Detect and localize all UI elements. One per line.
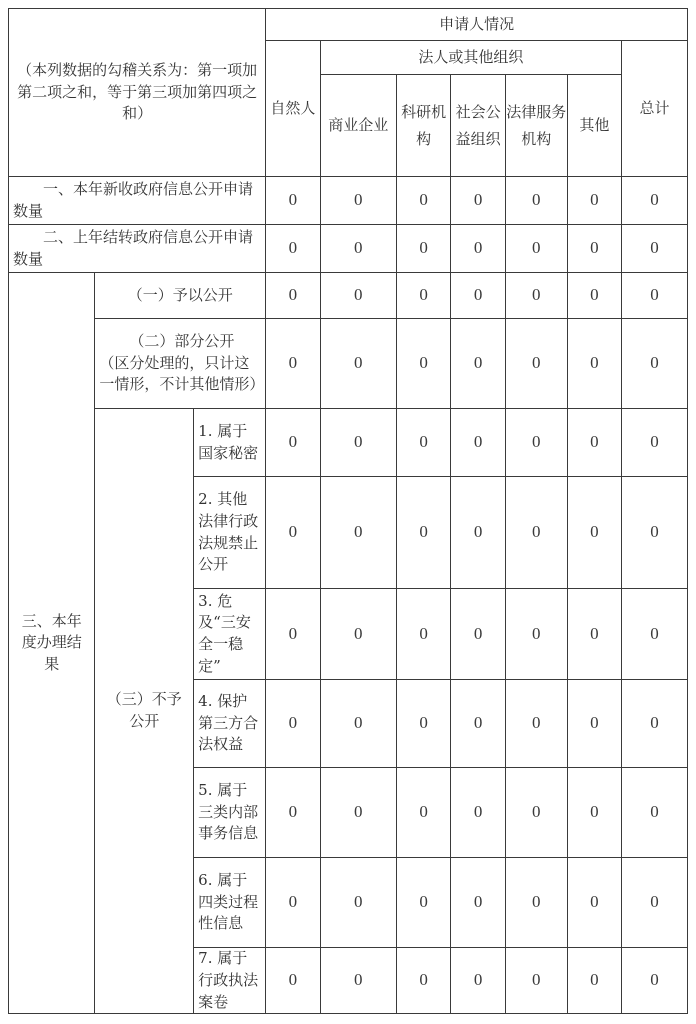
table-row: [9, 409, 688, 477]
row-label: 1. 属于国家秘密: [194, 409, 266, 477]
value-cell: 0: [320, 225, 396, 273]
value-cell: 0: [567, 680, 622, 768]
value-cell: 0: [266, 225, 321, 273]
table-row: [9, 225, 688, 273]
header-total: 总计: [622, 41, 688, 177]
row-label: 一、本年新收政府信息公开申请数量: [9, 177, 266, 225]
value-cell: 0: [567, 273, 622, 319]
table-row: [9, 319, 688, 409]
value-cell: 0: [622, 225, 688, 273]
header-col: 法律服务机构: [505, 75, 567, 177]
value-cell: 0: [266, 177, 321, 225]
value-cell: 0: [451, 948, 506, 1014]
value-cell: 0: [451, 273, 506, 319]
value-cell: 0: [505, 177, 567, 225]
value-cell: 0: [622, 858, 688, 948]
value-cell: 0: [622, 273, 688, 319]
value-cell: 0: [567, 225, 622, 273]
value-cell: 0: [567, 177, 622, 225]
row-label: 6. 属于四类过程性信息: [194, 858, 266, 948]
value-cell: 0: [622, 768, 688, 858]
header-col: 科研机构: [396, 75, 451, 177]
value-cell: 0: [567, 768, 622, 858]
value-cell: 0: [320, 319, 396, 409]
header-applicant-group: 申请人情况: [266, 9, 688, 41]
header-col: 社会公益组织: [451, 75, 506, 177]
value-cell: 0: [567, 319, 622, 409]
value-cell: 0: [451, 680, 506, 768]
value-cell: 0: [451, 225, 506, 273]
value-cell: 0: [266, 477, 321, 589]
value-cell: 0: [505, 948, 567, 1014]
value-cell: 0: [396, 273, 451, 319]
value-cell: 0: [451, 858, 506, 948]
section-label: 三、本年度办理结果: [9, 273, 95, 1014]
value-cell: 0: [622, 680, 688, 768]
table-row: [9, 177, 688, 225]
value-cell: 0: [396, 177, 451, 225]
value-cell: 0: [505, 680, 567, 768]
row-label: （二）部分公开（区分处理的，只计这一情形，不计其他情形）: [95, 319, 266, 409]
value-cell: 0: [505, 858, 567, 948]
value-cell: 0: [505, 477, 567, 589]
row-label: 5. 属于三类内部事务信息: [194, 768, 266, 858]
deny-label: （三）不予公开: [95, 409, 194, 1014]
value-cell: 0: [396, 768, 451, 858]
value-cell: 0: [622, 948, 688, 1014]
row-label: 7. 属于行政执法案卷: [194, 948, 266, 1014]
value-cell: 0: [622, 177, 688, 225]
row-label: 二、上年结转政府信息公开申请数量: [9, 225, 266, 273]
value-cell: 0: [396, 858, 451, 948]
value-cell: 0: [320, 948, 396, 1014]
value-cell: 0: [622, 589, 688, 680]
value-cell: 0: [266, 768, 321, 858]
value-cell: 0: [505, 768, 567, 858]
value-cell: 0: [320, 589, 396, 680]
value-cell: 0: [320, 768, 396, 858]
value-cell: 0: [320, 680, 396, 768]
value-cell: 0: [622, 319, 688, 409]
value-cell: 0: [266, 589, 321, 680]
value-cell: 0: [505, 409, 567, 477]
value-cell: 0: [567, 409, 622, 477]
value-cell: 0: [320, 273, 396, 319]
value-cell: 0: [320, 858, 396, 948]
value-cell: 0: [567, 589, 622, 680]
value-cell: 0: [622, 409, 688, 477]
row-label: （一）予以公开: [95, 273, 266, 319]
value-cell: 0: [451, 768, 506, 858]
value-cell: 0: [451, 409, 506, 477]
row-label: 4. 保护第三方合法权益: [194, 680, 266, 768]
value-cell: 0: [451, 589, 506, 680]
header-col: 商业企业: [320, 75, 396, 177]
value-cell: 0: [567, 477, 622, 589]
header-col: 其他: [567, 75, 622, 177]
table-row: [9, 273, 688, 319]
header-natural-person: 自然人: [266, 41, 321, 177]
value-cell: 0: [396, 589, 451, 680]
value-cell: 0: [266, 858, 321, 948]
value-cell: 0: [396, 319, 451, 409]
value-cell: 0: [396, 409, 451, 477]
value-cell: 0: [266, 319, 321, 409]
value-cell: 0: [320, 409, 396, 477]
value-cell: 0: [622, 477, 688, 589]
value-cell: 0: [451, 319, 506, 409]
row-label: 2. 其他法律行政法规禁止公开: [194, 477, 266, 589]
header-note: （本列数据的勾稽关系为：第一项加第二项之和，等于第三项加第四项之和）: [9, 9, 266, 177]
value-cell: 0: [505, 319, 567, 409]
value-cell: 0: [451, 477, 506, 589]
value-cell: 0: [396, 225, 451, 273]
row-label: 3. 危及“三安全一稳定”: [194, 589, 266, 680]
value-cell: 0: [567, 948, 622, 1014]
value-cell: 0: [505, 589, 567, 680]
value-cell: 0: [396, 948, 451, 1014]
value-cell: 0: [505, 225, 567, 273]
value-cell: 0: [266, 948, 321, 1014]
value-cell: 0: [266, 273, 321, 319]
value-cell: 0: [396, 680, 451, 768]
value-cell: 0: [567, 858, 622, 948]
value-cell: 0: [320, 477, 396, 589]
information-disclosure-table: [8, 8, 688, 1014]
value-cell: 0: [266, 409, 321, 477]
value-cell: 0: [396, 477, 451, 589]
value-cell: 0: [451, 177, 506, 225]
header-legal-group: 法人或其他组织: [320, 41, 621, 75]
value-cell: 0: [320, 177, 396, 225]
value-cell: 0: [505, 273, 567, 319]
value-cell: 0: [266, 680, 321, 768]
